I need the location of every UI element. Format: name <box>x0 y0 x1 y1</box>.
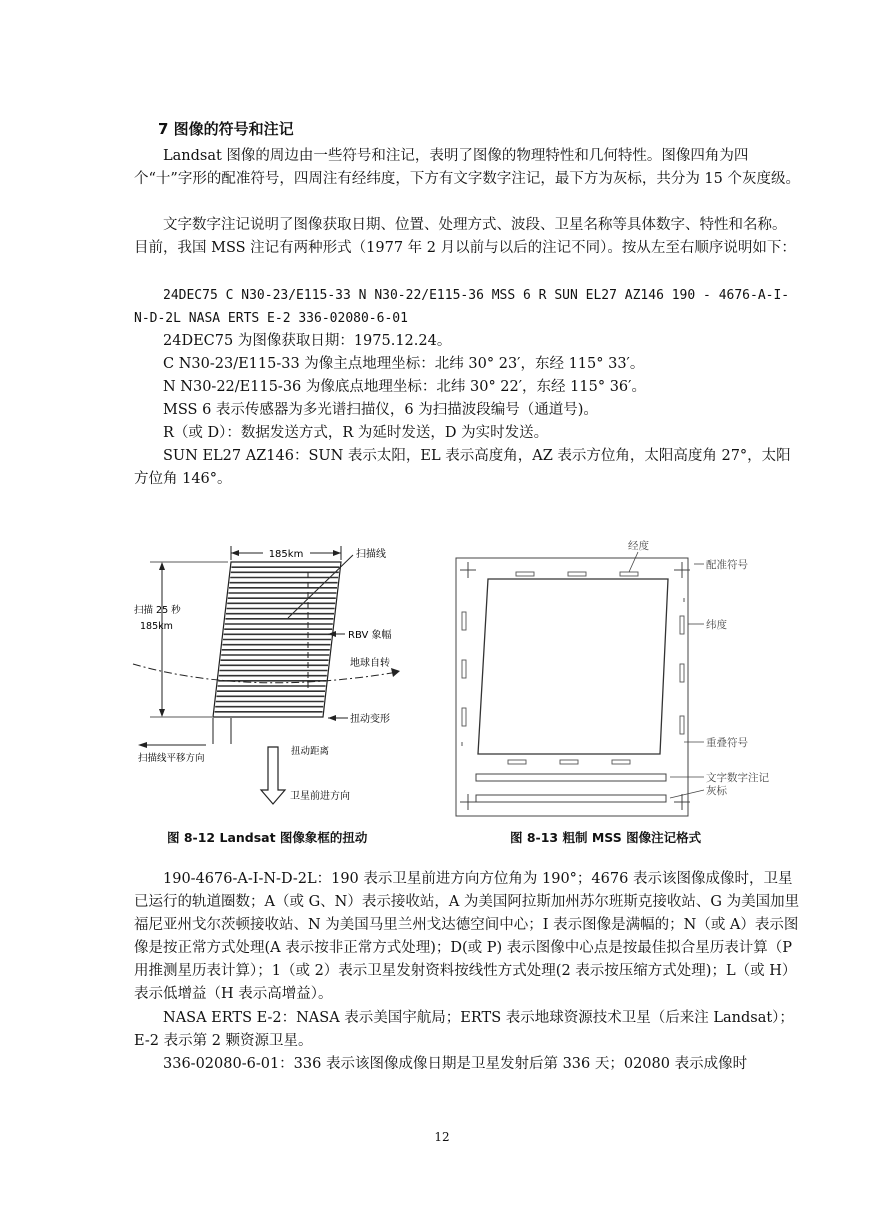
distortion-label: 扭动变形 <box>350 714 390 725</box>
satellite-direction-label: 卫星前进方向 <box>290 791 350 802</box>
registration-crosses <box>460 562 690 810</box>
paragraph-date-code: 336-02080-6-01：336 表示该图像成像日期是卫星发射后第 336 天；02080 表示成像时 <box>163 1056 748 1072</box>
gray-scale-bar <box>476 795 666 802</box>
list-item: MSS 6 表示传感器为多光谱扫描仪，6 为扫描波段编号（通道号)。 <box>163 402 598 418</box>
shift-direction-label: 扫描线平移方向 <box>138 753 205 764</box>
rbv-label: RBV 象幅 <box>348 630 392 641</box>
paragraph-sun: SUN EL27 AZ146：SUN 表示太阳，EL 表示高度角，AZ 表示方位角，太阳高度角 27°，太阳方位角 146°。 <box>134 448 791 487</box>
paragraph-annotation: 文字数字注记说明了图像获取日期、位置、处理方式、波段、卫星名称等具体数字、特性和名称。目前，我国 MSS 注记有两种形式（1977 年 2 月以前与以后的注记不同）。按从左至右顺序说明如下： <box>134 217 796 256</box>
paragraph-nasa: NASA ERTS E-2：NASA 表示美国宇航局；ERTS 表示地球资源技术卫星（后来注 Landsat）；E-2 表示第 2 颗资源卫星。 <box>134 1010 794 1049</box>
earth-rotation-label: 地球自转 <box>350 658 390 669</box>
figure-8-12 <box>128 532 433 817</box>
figure-caption-8-12: 图 8-12 Landsat 图像象框的扭动 <box>167 830 368 845</box>
figure-8-13 <box>448 532 793 822</box>
list-item: N N30-22/E115-36 为像底点地理坐标：北纬 30° 22′，东经 115° 36′。 <box>163 379 646 395</box>
gray-scale-label: 灰标 <box>706 785 727 797</box>
section-title: 7 图像的符号和注记 <box>158 120 294 138</box>
latitude-label: 纬度 <box>706 619 727 631</box>
paragraph-orbit-code: 190-4676-A-I-N-D-2L：190 表示卫星前进方向方位角为 190°；4676 表示该图像成像时，卫星已运行的轨道圈数；A（或 G、N）表示接收站，A 为美国阿拉斯加州苏尔班斯克接收站、G 为美国加里福尼亚州戈尔茨顿接收站、N 为美国马里兰州戈达德空间中心；I 表示图像是满幅的；N（或 A）表示图像是按正常方式处理(A 表示按非正常方式处理)；D(或 P) 表示图像中心点是按最佳拟合星历表计算（P 用推测星历表计算）；1（或 2）表示卫星发射资料按线性方式处理(2 表示按压缩方式处理)；L（或 H）表示低增益（H 表示高增益）。 <box>134 871 800 1002</box>
satellite-direction-arrow-icon <box>261 747 285 804</box>
scan-time-label: 扫描 25 秒 <box>134 605 181 616</box>
paragraph-intro: Landsat 图像的周边由一些符号和注记，表明了图像的物理特性和几何特性。图像四角为四个“十”字形的配准符号，四周注有经纬度，下方有文字数字注记，最下方为灰标，共分为 15 个灰度级。 <box>134 148 800 187</box>
annotation-code-line: 24DEC75 C N30-23/E115-33 N N30-22/E115-36 MSS 6 R SUN EL27 AZ146 190 - 4676-A-I-N-D-2L NASA ERTS E-2 336-02080-6-01 <box>134 288 790 326</box>
text-annotation-bar <box>476 774 666 781</box>
scan-line-label: 扫描线 <box>356 549 386 560</box>
list-item: 24DEC75 为图像获取日期：1975.12.24。 <box>163 333 452 349</box>
list-item: R（或 D）：数据发送方式，R 为延时发送，D 为实时发送。 <box>163 425 549 441</box>
overlap-mark-label: 重叠符号 <box>706 737 748 749</box>
figure-caption-8-13: 图 8-13 粗制 MSS 图像注记格式 <box>510 830 702 845</box>
text-annotation-label: 文字数字注记 <box>706 772 769 784</box>
list-item: C N30-23/E115-33 为像主点地理坐标：北纬 30° 23′，东经 115° 33′。 <box>163 356 645 372</box>
width-label: 185km <box>268 549 304 560</box>
image-area <box>478 579 668 754</box>
longitude-label: 经度 <box>628 540 649 552</box>
page-number: 12 <box>434 1130 450 1144</box>
height-label: 185km <box>140 621 173 632</box>
registration-mark-label: 配准符号 <box>706 559 748 571</box>
distortion-distance-label: 扭动距离 <box>291 746 330 757</box>
